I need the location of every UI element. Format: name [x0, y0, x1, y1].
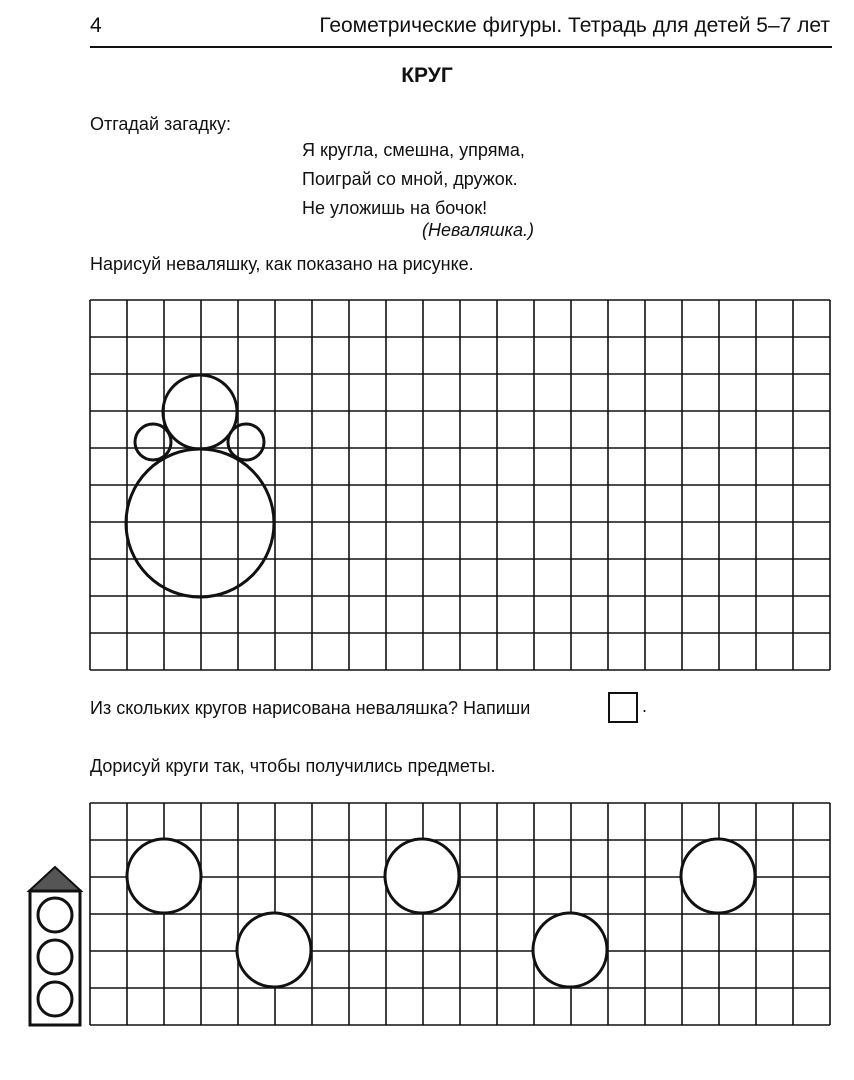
traffic-light-lamp: [38, 940, 72, 974]
answer-box[interactable]: [608, 692, 638, 723]
traffic-light-lamp: [38, 982, 72, 1016]
task2-circle: [681, 839, 755, 913]
question-text: Из скольких кругов нарисована неваляшка? Напиши: [90, 698, 531, 718]
traffic-light-lamp: [38, 898, 72, 932]
question-end: .: [642, 696, 648, 716]
riddle-prompt: Отгадай загадку:: [90, 114, 232, 134]
task2-circle: [533, 913, 607, 987]
page-number: 4: [90, 14, 102, 37]
running-header: Геометрические фигуры. Тетрадь для детей 5–7 лет: [319, 14, 830, 37]
grid-1[interactable]: [90, 300, 830, 670]
roly-poly-head-circle: [163, 375, 237, 449]
task1-instruction: Нарисуй неваляшку, как показано на рисунке.: [90, 254, 474, 274]
riddle-answer: (Неваляшка.): [422, 220, 535, 240]
riddle-line: Я кругла, смешна, упряма,: [302, 140, 525, 160]
roly-poly-left-arm-circle: [135, 424, 171, 460]
task2-circle: [127, 839, 201, 913]
roly-poly-body-circle: [126, 449, 274, 597]
traffic-light-roof: [29, 867, 81, 891]
task2-instruction: Дорисуй круги так, чтобы получились предметы.: [90, 756, 496, 776]
roly-poly-figure: [126, 375, 274, 597]
traffic-light-example: [29, 867, 81, 1025]
task2-circles: [127, 839, 755, 987]
task2-circle: [237, 913, 311, 987]
riddle-line: Поиграй со мной, дружок.: [302, 169, 518, 189]
roly-poly-right-arm-circle: [228, 424, 264, 460]
section-title: КРУГ: [401, 64, 453, 87]
riddle-line: Не уложишь на бочок!: [302, 198, 488, 218]
task2-circle: [385, 839, 459, 913]
